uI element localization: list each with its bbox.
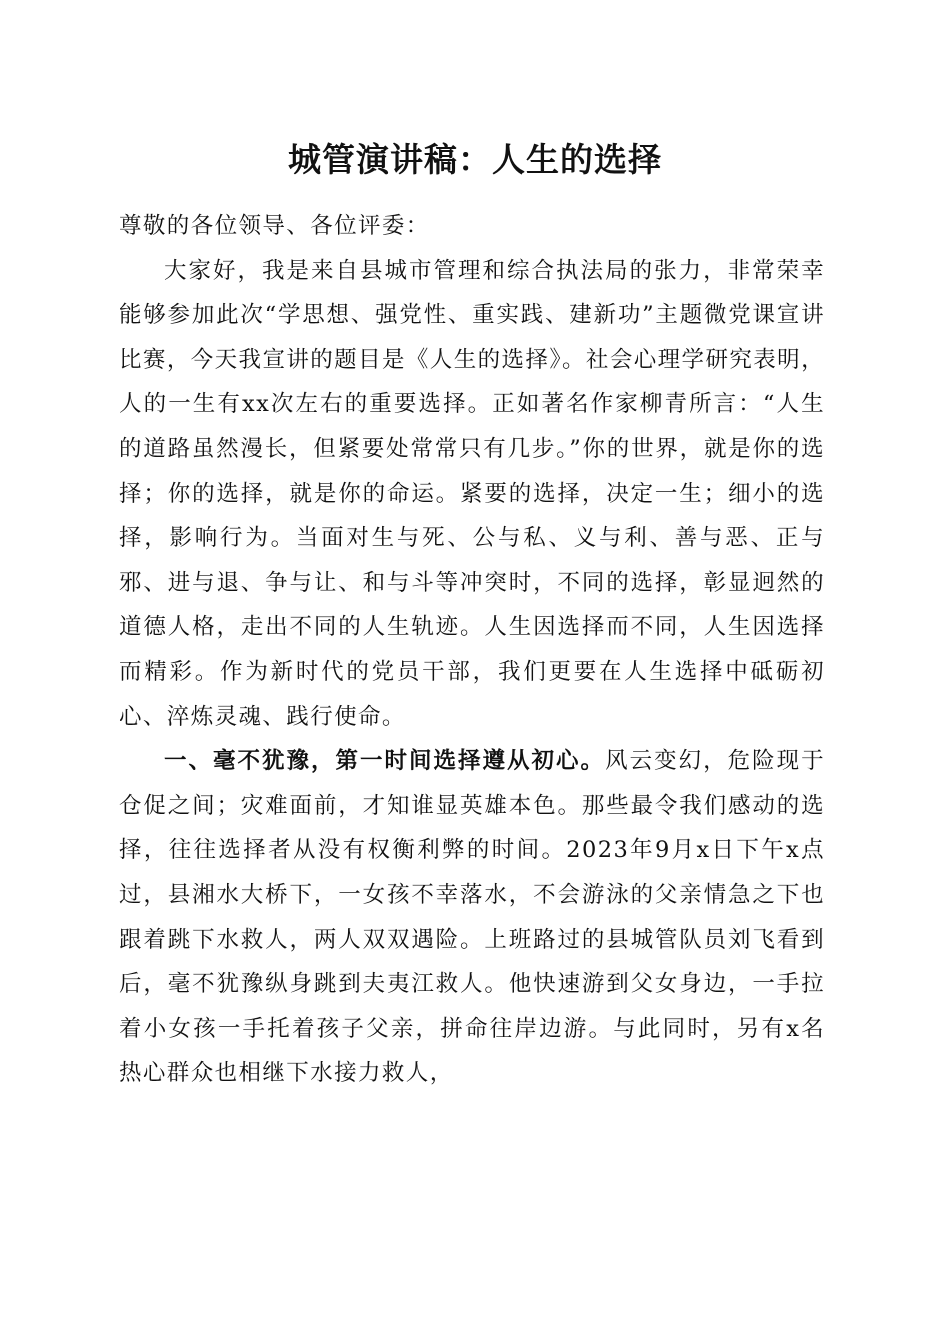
section-1-heading: 一、毫不犹豫，第一时间选择遵从初心。 bbox=[164, 748, 606, 775]
paragraph-section-1 bbox=[119, 739, 825, 1096]
document-body bbox=[119, 204, 825, 1096]
document-title: 城管演讲稿：人生的选择 bbox=[288, 140, 662, 179]
section-1-body: 风云变幻，危险现于仓促之间；灾难面前，才知谁显英雄本色。那些最令我们感动的选择，往往选择者从没有权衡利弊的时间。2023年9月x日下午x点过，县湘水大桥下，一女孩不幸落水，不会游泳的父亲情急之下也跟着跳下水救人，两人双双遇险。上班路过的县城管队员刘飞看到后，毫不犹豫纵身跳到夫夷江救人。他快速游到父女身边，一手拉着小女孩一手托着孩子父亲，拼命往岸边游。与此同时，另有x名热心群众也相继下水接力救人， bbox=[119, 748, 825, 1087]
salutation: 尊敬的各位领导、各位评委： bbox=[119, 213, 430, 239]
paragraph-intro: 大家好，我是来自县城市管理和综合执法局的张力，非常荣幸能够参加此次“学思想、强党性、重实践、建新功”主题微党课宣讲比赛，今天我宣讲的题目是《人生的选择》。社会心理学研究表明，人的一生有xx次左右的重要选择。正如著名作家柳青所言：“人生的道路虽然漫长，但紧要处常常只有几步。”你的世界，就是你的选择；你的选择，就是你的命运。紧要的选择，决定一生；细小的选择，影响行为。当面对生与死、公与私、义与利、善与恶、正与邪、进与退、争与让、和与斗等冲突时，不同的选择，彰显迥然的道德人格，走出不同的人生轨迹。人生因选择而不同，人生因选择而精彩。作为新时代的党员干部，我们更要在人生选择中砥砺初心、淬炼灵魂、践行使命。 bbox=[119, 257, 825, 730]
